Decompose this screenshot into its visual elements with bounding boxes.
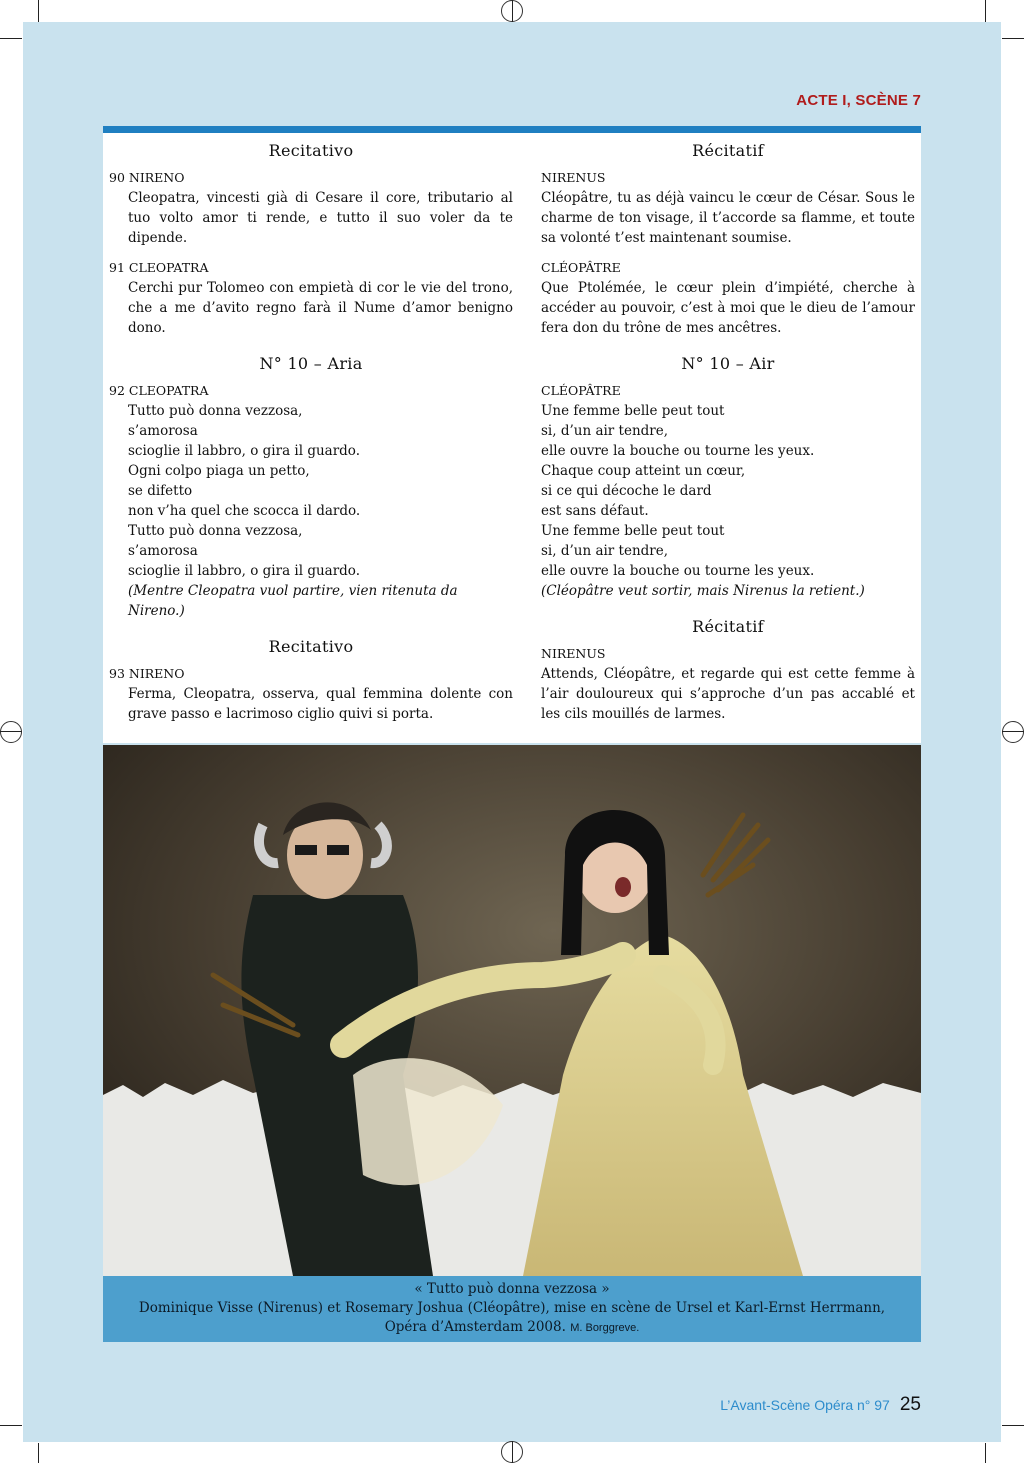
- verse-line: scioglie il labbro, o gira il guardo.: [128, 563, 360, 579]
- speaker-label: 90 NIRENO: [109, 170, 185, 185]
- verse-line: Chaque coup atteint un cœur,: [541, 463, 746, 479]
- scene-title: ACTE I, SCÈNE 7: [796, 92, 921, 109]
- verse-line: si, d’un air tendre,: [541, 423, 669, 439]
- caption-venue: [103, 1318, 921, 1338]
- caption-title: « Tutto può donna vezzosa »: [414, 1281, 610, 1297]
- verse-line: non v’ha quel che scocca il dardo.: [128, 503, 361, 519]
- verse-line: si, d’un air tendre,: [541, 543, 669, 559]
- caption-credits: Dominique Visse (Nirenus) et Rosemary Joshua (Cléopâtre), mise en scène de Ursel et Karl-Ernst Herrmann,: [138, 1300, 886, 1316]
- speaker-label: CLÉOPÂTRE: [541, 260, 621, 275]
- section-heading: Recitativo: [268, 637, 354, 656]
- stage-photo-illustration: [103, 745, 921, 1276]
- libretto-text: Ferma, Cleopatra, osserva, qual femmina dolente con grave passo e lacrimoso ciglio quivi si porta.: [128, 686, 513, 722]
- speaker-label: NIRENUS: [541, 646, 606, 661]
- libretto-text: Que Ptolémée, le cœur plein d’impiété, cherche à accéder au pouvoir, c’est à moi que le dieu de l’amour fera don du trône de mes ancêtres.: [541, 280, 915, 336]
- stage-direction: (Mentre Cleopatra vuol partire, vien ritenuta da Nireno.): [128, 583, 458, 619]
- photo-caption: [103, 1276, 921, 1342]
- italian-column: [109, 133, 513, 724]
- verse-line: Ogni colpo piaga un petto,: [128, 463, 310, 479]
- libretto-panel: [103, 133, 921, 743]
- french-column: [541, 133, 915, 724]
- speaker-label: NIRENUS: [541, 170, 606, 185]
- magazine-name: L’Avant-Scène Opéra n° 97: [720, 1397, 890, 1413]
- crop-mark: [0, 731, 22, 732]
- libretto-text: Attends, Cléopâtre, et regarde qui est cette femme à l’air douloureux qui s’approche d’un pas accablé et les cils mouillés de larmes.: [541, 666, 915, 722]
- verse-line: Une femme belle peut tout: [541, 523, 725, 539]
- speaker-label: CLÉOPÂTRE: [541, 383, 621, 398]
- crop-mark: [1002, 731, 1024, 732]
- photo-credit: M. Borggreve.: [570, 1322, 640, 1334]
- section-heading: Récitatif: [692, 617, 764, 636]
- crop-mark: [0, 1425, 22, 1426]
- verse-line: Tutto può donna vezzosa,: [128, 523, 303, 539]
- crop-mark: [985, 1443, 986, 1463]
- section-heading: Recitativo: [268, 141, 354, 160]
- verse-line: se difetto: [128, 483, 193, 499]
- verse-line: Une femme belle peut tout: [541, 403, 725, 419]
- crop-mark: [1002, 38, 1024, 39]
- crop-mark: [512, 1441, 513, 1463]
- production-photo: [103, 745, 921, 1276]
- verse-line: si ce qui décoche le dard: [541, 483, 712, 499]
- page-footer: [720, 1394, 921, 1416]
- crop-mark: [1002, 1425, 1024, 1426]
- caption-venue-text: Opéra d’Amsterdam 2008.: [384, 1319, 566, 1335]
- registration-mark-icon: [1002, 721, 1024, 743]
- crop-mark: [38, 0, 39, 22]
- crop-mark: [0, 38, 22, 39]
- verse-line: s’amorosa: [128, 543, 198, 559]
- speaker-label: 91 CLEOPATRA: [109, 260, 209, 275]
- registration-mark-icon: [0, 721, 22, 743]
- crop-mark: [38, 1443, 39, 1463]
- page-number: 25: [899, 1394, 921, 1415]
- section-heading: N° 10 – Air: [681, 354, 775, 373]
- stage-direction: (Cléopâtre veut sortir, mais Nirenus la retient.): [541, 583, 865, 599]
- verse-line: scioglie il labbro, o gira il guardo.: [128, 443, 360, 459]
- libretto-text: Cerchi pur Tolomeo con empietà di cor le vie del trono, che a me d’avito regno farà il Nume d’amor benigno dono.: [128, 280, 513, 336]
- crop-mark: [512, 0, 513, 22]
- header-rule: [103, 126, 921, 133]
- verse-line: elle ouvre la bouche ou tourne les yeux.: [541, 443, 815, 459]
- speaker-label: 93 NIRENO: [109, 666, 185, 681]
- libretto-text: Cleopatra, vincesti già di Cesare il core, tributario al tuo volto amor ti rende, e tutto il suo voler da te dipende.: [128, 190, 513, 246]
- crop-mark: [985, 0, 986, 22]
- libretto-text: Cléopâtre, tu as déjà vaincu le cœur de César. Sous le charme de ton visage, il t’accorde sa flamme, et toute sa volonté t’est maintenant soumise.: [541, 190, 915, 246]
- verse-line: Tutto può donna vezzosa,: [128, 403, 303, 419]
- verse-line: elle ouvre la bouche ou tourne les yeux.: [541, 563, 815, 579]
- speaker-label: 92 CLEOPATRA: [109, 383, 209, 398]
- verse-line: s’amorosa: [128, 423, 198, 439]
- verse-line: est sans défaut.: [541, 503, 649, 519]
- white-fence-backdrop: [103, 1080, 921, 1276]
- section-heading: Récitatif: [692, 141, 764, 160]
- section-heading: N° 10 – Aria: [259, 354, 363, 373]
